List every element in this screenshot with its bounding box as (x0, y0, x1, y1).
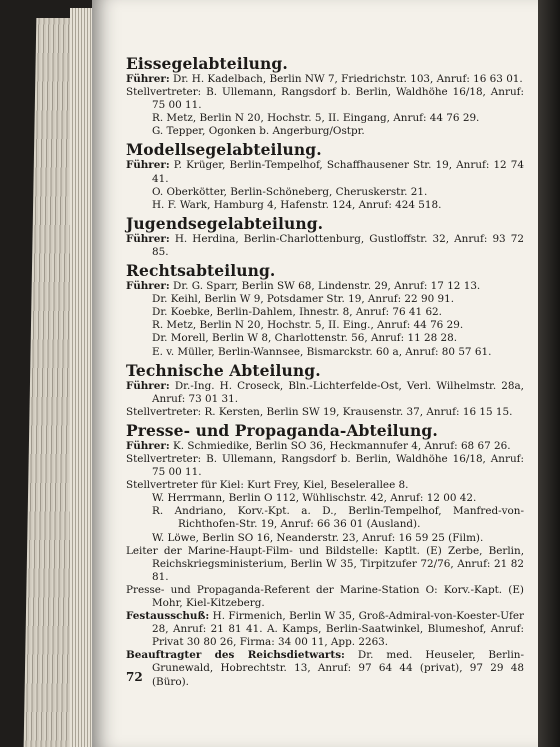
section (126, 362, 524, 419)
entry-text: Presse- und Propaganda-Referent der Marine-Station O: Korv.-Kapt. (E) Mohr, Kiel-Kitzeberg. (126, 583, 524, 609)
entry-role-label: Führer: (126, 379, 170, 392)
entry-text: H. F. Wark, Hamburg 4, Hafenstr. 124, Anruf: 424 518. (152, 198, 442, 211)
entry-text: Dr. Morell, Berlin W 8, Charlottenstr. 56, Anruf: 11 28 28. (152, 332, 458, 345)
entry-line (126, 453, 524, 479)
entry-line (126, 293, 524, 306)
entry-text: R. Metz, Berlin N 20, Hochstr. 5, II. Eing., Anruf: 44 76 29. (152, 319, 464, 332)
entry-role-label: Beauftragter des Reichsdietwarts: (126, 649, 345, 662)
section-heading: Technische Abteilung. (126, 360, 321, 380)
entry-text: Stellvertreter für Kiel: Kurt Frey, Kiel, Beselerallee 8. (126, 479, 409, 492)
entry-line (126, 440, 524, 453)
section-heading: Presse- und Propaganda-Abteilung. (126, 420, 438, 440)
section (126, 55, 524, 138)
entry-line (126, 532, 524, 545)
entry-text: Leiter der Marine-Haupt-Film- und Bildstelle: Kaptlt. (E) Zerbe, Berlin, Reichskriegsministerium, Berlin W 35, Tirpitzufer 72/76, Anruf: 21 82 81. (126, 544, 524, 583)
entry-line (126, 233, 524, 259)
section-heading: Jugendsegelabteilung. (126, 213, 324, 233)
entry-text: Stellvertreter: B. Ullemann, Rangsdorf b. Berlin, Waldhöhe 16/18, Anruf: 75 00 11. (126, 86, 524, 112)
section (126, 215, 524, 259)
entry-line (126, 380, 524, 406)
entry-role-label: Führer: (126, 232, 170, 245)
entry-line (126, 199, 524, 212)
entry-line (126, 406, 524, 419)
book-page (92, 0, 538, 747)
entry-line (126, 584, 524, 610)
entry-line (126, 610, 524, 649)
entry-line (126, 649, 524, 688)
page-content (126, 52, 524, 689)
entry-line (126, 159, 524, 185)
entry-text: Dr. Keihl, Berlin W 9, Potsdamer Str. 19, Anruf: 22 90 91. (152, 293, 455, 306)
entry-text: H. Herdina, Berlin-Charlottenburg, Gustloffstr. 32, Anruf: 93 72 85. (152, 232, 524, 258)
entry-line (126, 332, 524, 345)
entry-text: Dr.-Ing. H. Croseck, Bln.-Lichterfelde-Ost, Verl. Wilhelmstr. 28a, Anruf: 73 01 31. (152, 379, 524, 405)
page-number: 72 (126, 670, 143, 684)
entry-text: Stellvertreter: B. Ullemann, Rangsdorf b. Berlin, Waldhöhe 16/18, Anruf: 75 00 11. (126, 452, 524, 479)
entry-role-label: Führer: (126, 280, 170, 293)
entry-text: R. Metz, Berlin N 20, Hochstr. 5, II. Eingang, Anruf: 44 76 29. (152, 112, 480, 125)
section (126, 262, 524, 359)
entry-text: R. Andriano, Korv.-Kpt. a. D., Berlin-Tempelhof, Manfred-von-Richthofen-Str. 19, Anruf: 66 36 01 (Ausland). (152, 505, 524, 531)
entry-line (126, 280, 524, 293)
entry-text: Dr. G. Sparr, Berlin SW 68, Lindenstr. 29, Anruf: 17 12 13. (169, 280, 481, 293)
entry-line (126, 346, 524, 359)
entry-text: K. Schmiedike, Berlin SO 36, Heckmannufer 4, Anruf: 68 67 26. (169, 439, 511, 452)
entry-line (126, 492, 524, 505)
entry-role-label: Führer: (126, 159, 170, 172)
entry-line (126, 545, 524, 584)
entry-text: O. Oberkötter, Berlin-Schöneberg, Cheruskerstr. 21. (152, 185, 428, 198)
entry-line (126, 125, 524, 138)
entry-text: Dr. Koebke, Berlin-Dahlem, Ihnestr. 8, Anruf: 76 41 62. (152, 306, 442, 319)
entry-line (126, 306, 524, 319)
entry-text: Dr. H. Kadelbach, Berlin NW 7, Friedrichstr. 103, Anruf: 16 63 01. (169, 73, 523, 85)
entry-text: G. Tepper, Ogonken b. Angerburg/Ostpr. (152, 125, 365, 138)
entry-text: W. Herrmann, Berlin O 112, Wühlischstr. 42, Anruf: 12 00 42. (152, 492, 477, 505)
entry-text: E. v. Müller, Berlin-Wannsee, Bismarckstr. 60 a, Anruf: 80 57 61. (152, 345, 492, 358)
entry-line (126, 319, 524, 332)
entry-line (126, 86, 524, 112)
entry-line (126, 186, 524, 199)
entry-text: H. Firmenich, Berlin W 35, Groß-Admiral-von-Koester-Ufer 28, Anruf: 21 81 41. A. Kamps, Berlin-Saatwinkel, Blumeshof, Anruf: Privat 30 80 26, Firma: 34 00 11, App. 2263. (152, 610, 524, 649)
entry-text: P. Krüger, Berlin-Tempelhof, Schaffhausener Str. 19, Anruf: 12 74 41. (152, 159, 524, 185)
entry-line (126, 505, 524, 531)
section (126, 141, 524, 211)
entry-line (126, 479, 524, 492)
section-heading: Modellsegelabteilung. (126, 140, 322, 160)
entry-text: W. Löwe, Berlin SO 16, Neanderstr. 23, Anruf: 16 59 25 (Film). (152, 531, 484, 544)
entry-line (126, 112, 524, 125)
entry-line (126, 73, 524, 86)
entry-text: Stellvertreter: R. Kersten, Berlin SW 19, Krausenstr. 37, Anruf: 16 15 15. (126, 405, 513, 418)
entry-text: Dr. med. Heuseler, Berlin-Grunewald, Hobrechtstr. 13, Anruf: 97 64 44 (privat), 97 29 48 (Büro). (152, 649, 525, 688)
section-heading: Eissegelabteilung. (126, 54, 288, 73)
entry-role-label: Führer: (126, 73, 170, 85)
entry-role-label: Festausschuß: (126, 610, 210, 623)
right-shadow (538, 0, 560, 747)
entry-role-label: Führer: (126, 439, 170, 452)
section (126, 422, 524, 689)
section-heading: Rechtsabteilung. (126, 261, 276, 281)
